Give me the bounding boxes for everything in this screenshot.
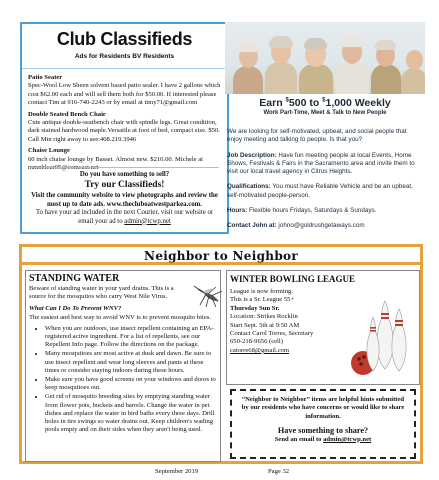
- list-item: • When you are outdoors, use insect repellent containing an EPA-registered active ingredient. For a list of repellents, see our Repellent Info page. Follow the directions on the package.: [45, 325, 217, 350]
- notice-text: “Neighbor to Neighbor” items are helpful hints submitted by our residents who have concerns or would like to share information.: [241, 396, 405, 420]
- standing-water-title: STANDING WATER: [29, 273, 120, 284]
- qualifications-paragraph: Qualifications: You must have Reliable Vehicle and be an upbeat, self-motivated people-person.: [227, 183, 413, 199]
- ad-body: 60 inch chaise lounge by Basset. Almost new. $210.00. Michele at mmnblcar05@comcast.net: [28, 155, 204, 172]
- include-ad-label: To have your ad included in the next Courier, visit our website or email your ad to: [35, 209, 214, 225]
- notice-send: Send an email to admin@tcwp.net: [274, 435, 372, 443]
- classifieds-subtitle: Ads for Residents BV Residents: [74, 53, 175, 60]
- earn-headline: Earn $500 to $1,000 Weekly: [259, 97, 391, 109]
- list-item: • Get rid of mosquito breeding sites by emptying standing water from flower pots, buckets and barrels. Change the water in pet dishes and replace the water in bird baths every three days. Drill holes in tire swings so water drains out. Keep children's wading pools empty and on their sides when they aren't being used.: [45, 393, 217, 434]
- seniors-group-photo: [225, 22, 425, 94]
- bowling-phone: 650-218-9656 (cell): [230, 338, 283, 346]
- bowling-location: Location: Strikes Rocklin: [230, 313, 298, 321]
- prevent-wnv-question: What Can I Do To Prevent WNV?: [29, 305, 122, 313]
- notice-have-something: Have something to share?: [277, 425, 369, 435]
- job-description-paragraph: Job Description: Have fun meeting people at local Events, Home Shows, Festivals & Fairs in the Sacramento area and invite them to visit our local travel agency in Citrus Heights.: [227, 151, 415, 176]
- bowling-title: WINTER BOWLING LEAGUE: [230, 274, 356, 284]
- standing-water-intro: Beware of standing water in your yard drains. This is a source for the mosquitos who carry West Nile Virus.: [29, 285, 174, 301]
- job-intro: We are looking for self-motivated, upbeat, and social people that enjoy meeting and talking to people. Is that you?: [227, 128, 407, 144]
- ad-body: Cute antique double-seatbench chair with spindle legs. Great condition, dark stained hardwood maple.Versatile at foot of bed, compact size. $50. Call Min right away to see:408.219.3946: [28, 119, 220, 143]
- bowling-contact: Contact Carol Torres, Secretary: [230, 330, 314, 338]
- issue-date: September 2019: [155, 468, 199, 475]
- bowling-line1: League is now forming.: [230, 288, 293, 295]
- neighbor-to-neighbor-box: [19, 244, 423, 464]
- classifieds-footer: [30, 167, 219, 226]
- prevent-wnv-answer: The easiest and best way to avoid WNV is to prevent mosquito bites.: [29, 313, 211, 321]
- notice-email-link[interactable]: admin@tcwp.net: [323, 435, 372, 443]
- job-headline: [225, 97, 425, 116]
- bowling-line2: This is a Sr. League 55+: [230, 296, 295, 304]
- work-part-time-subhead: Work Part-Time, Meet & Talk to New People: [263, 110, 387, 116]
- submission-notice: [230, 389, 416, 459]
- mosquito-icon: [194, 285, 224, 309]
- visit-website-text: Visit the community website to view photographs and review the most up to date ads. www.thecluboatwestparkea.com.: [31, 192, 218, 208]
- right-column: [226, 270, 420, 462]
- page-footer: [0, 466, 439, 478]
- contact-email[interactable]: johno@goldrushgetaways.com: [276, 222, 365, 230]
- ad-title: Patio Seater: [28, 74, 63, 81]
- sell-question: Do you have something to sell?: [79, 170, 170, 178]
- admin-email-link[interactable]: admin@tcwp.net: [124, 217, 171, 225]
- ad-body: Spec-Wool Low Sheen solvent based patio sealer. I have 2 gallons which cost $62.00 each and will sell them both for $50.00. If interested please contact Tim at 916-740-2243 or by email at timy71@gmail.com: [28, 82, 221, 107]
- ad-item: [28, 111, 221, 145]
- hours-paragraph: Hours: Flexible hours Fridays, Saturdays & Sundays.: [227, 207, 377, 215]
- ad-title: Chaise Lounge: [28, 147, 70, 155]
- bowling-day: Thursday Sun Sr.: [230, 304, 280, 312]
- tips-list: [29, 325, 217, 435]
- ad-item: [28, 74, 221, 108]
- bowling-start: Start Sept. 5th at 9:50 AM: [230, 321, 300, 329]
- page-number: Page 32: [268, 468, 290, 475]
- job-description: [227, 128, 423, 238]
- bowling-email[interactable]: catorre68@gmail.com: [230, 346, 289, 354]
- include-ad-text: [30, 209, 219, 226]
- bowling-pins-icon: [347, 291, 417, 381]
- classifieds-header: [22, 24, 227, 69]
- classifieds-title: Club Classifieds: [56, 29, 193, 49]
- classifieds-box: [20, 22, 229, 234]
- list-item: • Make sure you have good screens on your windows and doors to keep mosquitoes out.: [45, 376, 217, 392]
- standing-water-article: [25, 270, 221, 462]
- try-classifieds: Try our Classifieds!: [84, 180, 165, 191]
- contact-paragraph: Contact John at: johno@goldrushgetaways.com: [227, 222, 365, 230]
- classifieds-ads: [22, 69, 227, 172]
- ad-title: Double Seated Bench Chair: [28, 110, 106, 118]
- list-item: • Many mosquitoes are most active at dusk and dawn. Be sure to use insect repellent and wear long sleeves and pants at these times or consider staying indoors during these hours.: [45, 350, 217, 375]
- neighbor-title: Neighbor to Neighbor: [22, 247, 420, 265]
- job-advertisement: [225, 22, 425, 236]
- bowling-league-article: [226, 270, 420, 385]
